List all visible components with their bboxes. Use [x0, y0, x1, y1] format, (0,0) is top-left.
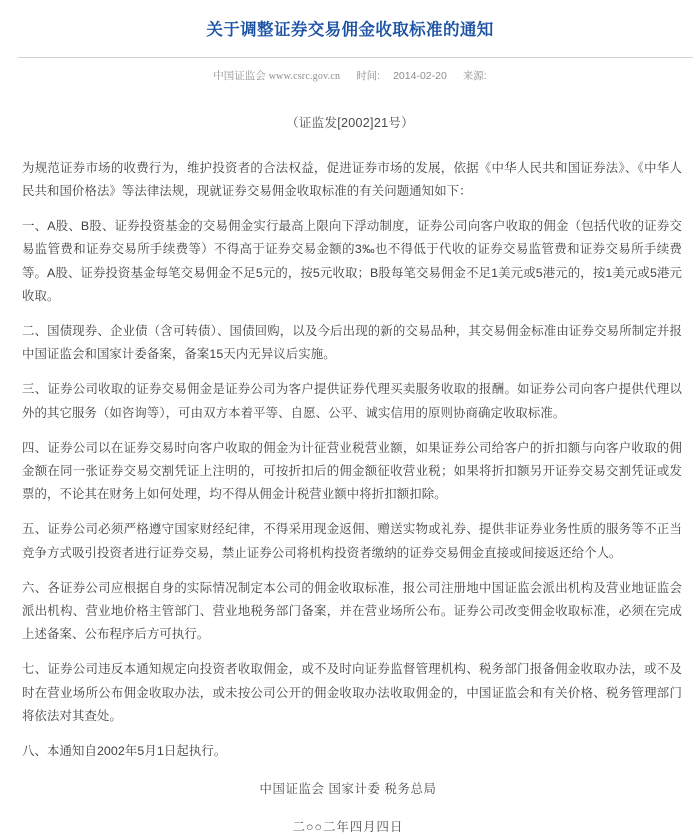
meta-source-label: 来源:: [462, 69, 487, 82]
signature-block: [0, 763, 700, 839]
paragraph-item-3: 三、证券公司收取的证券交易佣金是证券公司为客户提供证券代理买卖服务收取的报酬。如证券公司向客户提供代理以外的其它服务（如咨询等），可由双方本着平等、自愿、公平、诚实信用的原则协商确定收取标准。: [22, 382, 682, 420]
meta-time-value: 2014-02-20: [393, 69, 447, 82]
document-number: （证监发[2002]21号）: [286, 115, 414, 130]
paragraph-item-2: 二、国债现券、企业债（含可转债）、国债回购，以及今后出现的新的交易品种，其交易佣金标准由证券交易所制定并报中国证监会和国家计委备案，备案15天内无异议后实施。: [22, 323, 682, 362]
document-body: [0, 131, 700, 763]
meta-time-label: 时间:: [356, 69, 381, 82]
meta-website: www.csrc.gov.cn: [268, 70, 341, 82]
page-title: 关于调整证券交易佣金收取标准的通知: [206, 21, 494, 39]
paragraph-item-8: 八、本通知自2002年5月1日起执行。: [22, 744, 227, 759]
paragraph-intro: 为规范证券市场的收费行为，维护投资者的合法权益，促进证券市场的发展，依据《中华人民共和国证券法》、《中华人民共和国价格法》等法律法规，现就证券交易佣金收取标准的有关问题通知如下：: [22, 160, 682, 198]
document-meta: [0, 58, 700, 85]
issue-date: 二○○二年四月四日: [292, 820, 404, 835]
paragraph-item-1: 一、A股、B股、证券投资基金的交易佣金实行最高上限向下浮动制度，证券公司向客户收取的佣金（包括代收的证券交易监管费和证券交易所手续费等）不得高于证券交易金额的3‰也不得低于代收的证券交易监管费和证券交易所手续费等。A股、证券投资基金每笔交易佣金不足5元的，按5元收取；B股每笔交易佣金不足1美元或5港元的，按1美元或5港元收取。: [22, 219, 682, 303]
paragraph-item-7: 七、证券公司违反本通知规定向投资者收取佣金，或不及时向证券监督管理机构、税务部门报备佣金收取办法，或不及时在营业场所公布佣金收取办法，或未按公司公开的佣金收取办法收取佣金的，中国证监会和有关价格、税务管理部门将依法对其查处。: [22, 662, 682, 723]
issuing-organizations: 中国证监会 国家计委 税务总局: [259, 782, 437, 797]
paragraph-item-5: 五、证券公司必须严格遵守国家财经纪律，不得采用现金返佣、赠送实物或礼券、提供非证券业务性质的服务等不正当竞争方式吸引投资者进行证券交易，禁止证券公司将机构投资者缴纳的证券交易佣金直接或间接返还给个人。: [22, 522, 682, 560]
paragraph-item-4: 四、证券公司以在证券交易时向客户收取的佣金为计征营业税营业额，如果证券公司给客户的折扣额与向客户收取的佣金额在同一张证券交易交割凭证上注明的，可按折扣后的佣金额征收营业税；如果将折扣额另开证券交易交割凭证或发票的，不论其在财务上如何处理，均不得从佣金计税营业额中将折扣额扣除。: [22, 440, 682, 502]
paragraph-item-6: 六、各证券公司应根据自身的实际情况制定本公司的佣金收取标准，报公司注册地中国证监会派出机构及营业地证监会派出机构、营业地价格主管部门、营业地税务部门备案，并在营业场所公布。证券公司改变佣金收取标准，必须在完成上述备案、公布程序后方可执行。: [22, 580, 682, 642]
meta-publisher: 中国证监会: [213, 69, 266, 82]
